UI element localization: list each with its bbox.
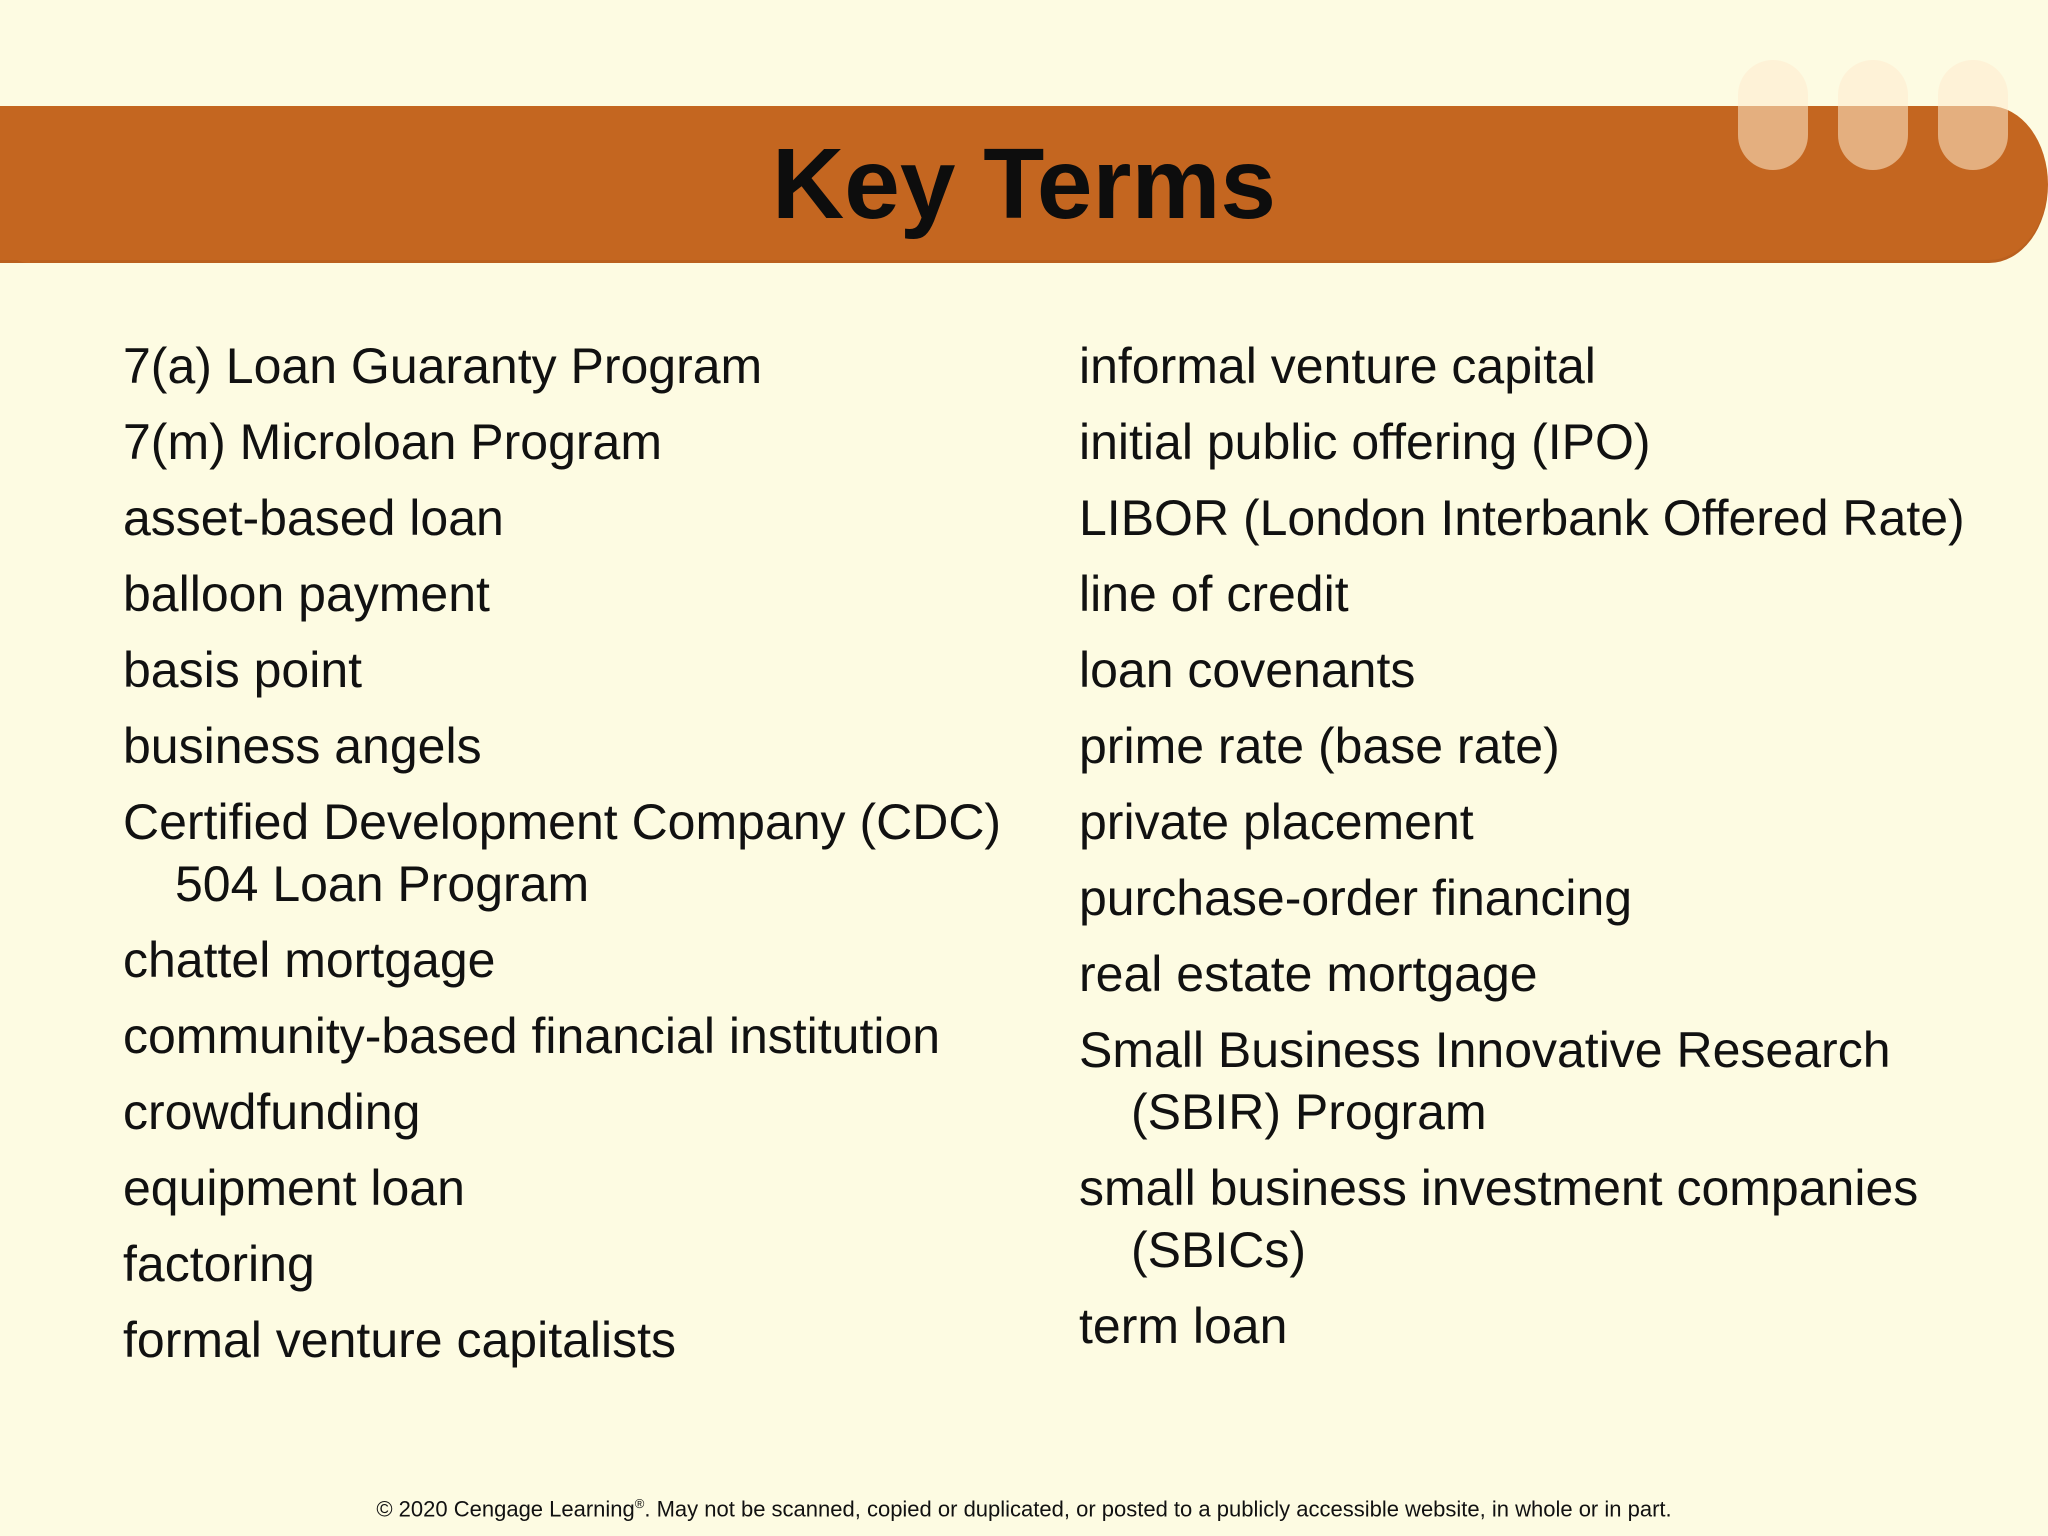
term-item: private placement [1079, 794, 1474, 850]
term-item: prime rate (base rate) [1079, 718, 1560, 774]
term-item: equipment loan [123, 1160, 465, 1216]
term-item: crowdfunding [123, 1084, 421, 1140]
term-item: 7(a) Loan Guaranty Program [123, 338, 763, 394]
slide-title: Key Terms [772, 128, 1276, 240]
term-item: real estate mortgage [1079, 946, 1538, 1002]
term-item: community-based financial institution [123, 1008, 941, 1064]
term-item: Certified Development Company (CDC) 504 Loan Program [123, 794, 1002, 912]
term-item: loan covenants [1079, 642, 1416, 698]
terms-left-column [123, 335, 1003, 1385]
term-item: factoring [123, 1236, 315, 1292]
copyright-footer [0, 1496, 2048, 1522]
term-item: formal venture capitalists [123, 1312, 677, 1368]
copyright-suffix: . May not be scanned, copied or duplicated, or posted to a publicly accessible website, in whole or in part. [644, 1496, 1672, 1522]
term-item: initial public offering (IPO) [1079, 414, 1651, 470]
term-item: Small Business Innovative Research (SBIR) Program [1079, 1022, 1891, 1140]
term-item: purchase-order financing [1079, 870, 1633, 926]
term-item: term loan [1079, 1298, 1288, 1354]
term-item: informal venture capital [1079, 338, 1596, 394]
term-item: balloon payment [123, 566, 490, 622]
term-item: basis point [123, 642, 363, 698]
registered-mark: ® [634, 1496, 645, 1511]
term-item: 7(m) Microloan Program [123, 414, 663, 470]
term-item: small business investment companies (SBICs) [1079, 1160, 1919, 1278]
terms-right-column [1079, 335, 1999, 1371]
term-item: business angels [123, 718, 482, 774]
copyright-prefix: © 2020 Cengage Learning [376, 1496, 635, 1522]
term-item: asset-based loan [123, 490, 504, 546]
term-item: line of credit [1079, 566, 1349, 622]
term-item: LIBOR (London Interbank Offered Rate) [1079, 490, 1965, 546]
term-item: chattel mortgage [123, 932, 496, 988]
